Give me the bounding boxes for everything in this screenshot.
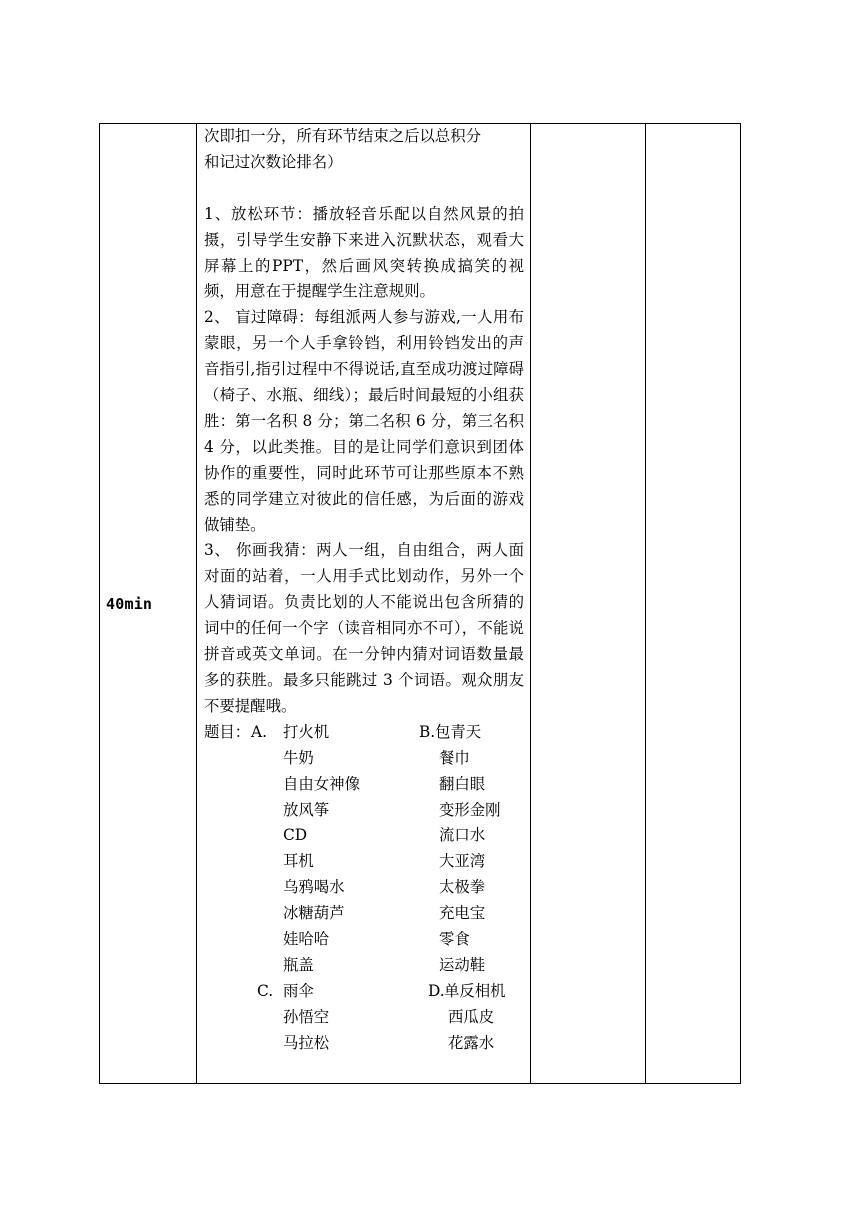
word-row (204, 849, 524, 875)
group-c-label: C. (257, 981, 274, 1000)
word-d: 花露水 (448, 1033, 495, 1052)
word-c: 雨伞 (283, 981, 314, 1000)
word-d: 单反相机 (444, 981, 506, 1000)
activity-content (197, 124, 530, 1056)
word-row (204, 1031, 524, 1057)
word-b: 翻白眼 (439, 774, 486, 793)
section-draw-guess: 3、 你画我猜：两人一组，自由组合，两人面对面的站着，一人用手式比划动作，另外一个人猜词语。负责比划的人不能说出包含所猜的词中的任何一个字（读音相同亦不可），不能说拼音或英文单词。在一分钟内猜对词语数量最多的获胜。最多只能跳过 3 个词语。观众朋友不要提醒哦。 (204, 541, 524, 715)
group-d-label: D. (428, 981, 445, 1000)
word-a: 冰糖葫芦 (283, 904, 345, 923)
content-cell (197, 124, 531, 1084)
group-a-label: A. (251, 722, 268, 741)
section-blind-obstacle: 2、 盲过障碍：每组派两人参与游戏,一人用布蒙眼，另一个人手拿铃铛，利用铃铛发出的声音指引,指引过程中不得说话,直至成功渡过障碍（椅子、水瓶、细线）；最后时间最短的小组获胜：第一名积 8 分；第二名积 6 分，第三名积 4 分，以此类推。目的是让同学们意识到团体协作的重要性，同时此环节可让那些原本不熟悉的同学建立对彼此的信任感，为后面的游戏做铺垫。 (204, 308, 524, 534)
word-b: 变形金刚 (439, 800, 501, 819)
word-row (204, 772, 524, 798)
section-relax: 1、放松环节：播放轻音乐配以自然风景的拍摄，引导学生安静下来进入沉默状态，观看大屏幕上的PPT，然后画风突转换成搞笑的视频，用意在于提醒学生注意规则。 (204, 204, 524, 301)
intro-line: 和记过次数论排名） (204, 152, 343, 171)
word-row (204, 901, 524, 927)
word-a: 自由女神像 (283, 774, 360, 793)
empty-cell (531, 124, 646, 1084)
word-b: 流口水 (439, 826, 486, 845)
word-row (204, 875, 524, 901)
word-row (204, 798, 524, 824)
word-a: 乌鸦喝水 (283, 878, 345, 897)
time-label: 40min (106, 594, 153, 613)
lesson-table (99, 123, 741, 1084)
word-b: 餐巾 (439, 748, 470, 767)
word-a: 瓶盖 (283, 955, 314, 974)
word-row (204, 927, 524, 953)
word-b: 太极拳 (439, 878, 486, 897)
word-row (204, 746, 524, 772)
word-b: 零食 (439, 929, 470, 948)
word-c: 孙悟空 (283, 1007, 330, 1026)
blank-line (204, 176, 524, 202)
word-a: CD (283, 826, 308, 845)
word-list (204, 720, 524, 1057)
word-a: 娃哈哈 (283, 929, 330, 948)
topic-label: 题目： (204, 722, 251, 741)
table-row (100, 124, 741, 1084)
word-b: 充电宝 (439, 904, 486, 923)
word-row (204, 953, 524, 979)
word-row (204, 1005, 524, 1031)
word-a: 打火机 (283, 722, 330, 741)
word-row (204, 720, 524, 746)
intro-line: 次即扣一分，所有环节结束之后以总积分 (204, 127, 482, 145)
word-b: 大亚湾 (439, 852, 486, 871)
word-b: 包青天 (435, 722, 482, 741)
empty-cell (646, 124, 741, 1084)
word-a: 耳机 (283, 852, 314, 871)
time-cell (100, 124, 197, 1084)
group-b-label: B. (419, 722, 436, 741)
word-row (204, 979, 524, 1005)
word-c: 马拉松 (283, 1033, 330, 1052)
word-a: 牛奶 (283, 748, 314, 767)
word-d: 西瓜皮 (448, 1007, 495, 1026)
word-row (204, 823, 524, 849)
word-a: 放风筝 (283, 800, 330, 819)
word-b: 运动鞋 (439, 955, 486, 974)
